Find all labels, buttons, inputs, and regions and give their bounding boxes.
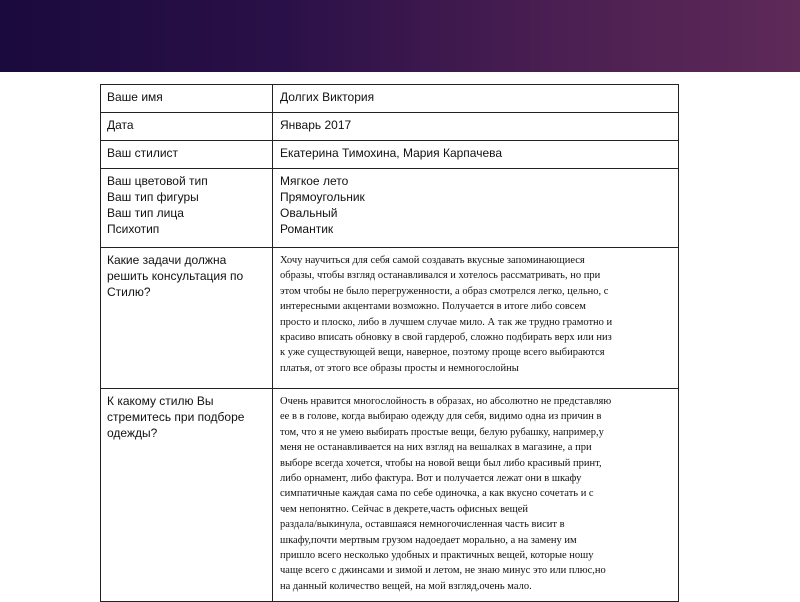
table-row-stylist [101, 141, 679, 169]
label-style: К какому стилю Вы стремитесь при подборе одежды? [101, 389, 273, 602]
table-row-style [101, 389, 679, 602]
table-row-types [101, 169, 679, 248]
label-stylist: Ваш стилист [101, 141, 273, 169]
value-style: Очень нравится многослойность в образах, но абсолютно не представляю ее в в голове, когда выбираю одежду для себя, видимо одна из причин в том, что я не умею выбирать простые вещи, белую рубашку, например,у меня не останавливается на них взгляд на вешалках в магазине, а при выборе всегда хочется, чтобы на новой вещи был либо красивый принт, либо орнамент, либо фактура. Вот и получается лежат они в шкафу симпатичные каждая сама по себе одиночка, а как вкусно сочетать и с чем непонятно. Сейчас в декрете,часть офисных вещей раздала/выкинула, оставшаяся немногочисленная часть висит в шкафу,почти мертвым грузом надоедает морально, а на замену им пришло всего несколько удобных и практичных вещей, которые ношу чаще всего с джинсами и зимой и летом, не знаю минус это или плюс,но на данный количество вещей, на мой взгляд,очень мало. [273, 389, 679, 602]
label-name: Ваше имя [101, 85, 273, 113]
label-types: Ваш цветовой тип Ваш тип фигуры Ваш тип лица Психотип [101, 169, 273, 248]
table-row-goals [101, 248, 679, 389]
value-stylist: Екатерина Тимохина, Мария Карпачева [273, 141, 679, 169]
stylist-questionnaire-table [100, 84, 679, 602]
label-goals: Какие задачи должна решить консультация по Стилю? [101, 248, 273, 389]
label-date: Дата [101, 113, 273, 141]
table-row-name [101, 85, 679, 113]
table-row-date [101, 113, 679, 141]
value-date: Январь 2017 [273, 113, 679, 141]
header-banner [0, 0, 800, 72]
value-goals: Хочу научиться для себя самой создавать вкусные запоминающиеся образы, чтобы взгляд останавливался и хотелось рассматривать, но при этом чтобы не было перегруженности, а образ смотрелся легко, цельно, с интересными акцентами возможно. Получается в итоге либо совсем просто и плоско, либо в лучшем случае мило. А так же трудно грамотно и красиво вписать обновку в свой гардероб, сложно подбирать верх или низ к уже существующей вещи, наверное, поэтому проще всего выбираются платья, от этого все образы просты и немногослойны [273, 248, 679, 389]
value-name: Долгих Виктория [273, 85, 679, 113]
value-types: Мягкое лето Прямоугольник Овальный Романтик [273, 169, 679, 248]
